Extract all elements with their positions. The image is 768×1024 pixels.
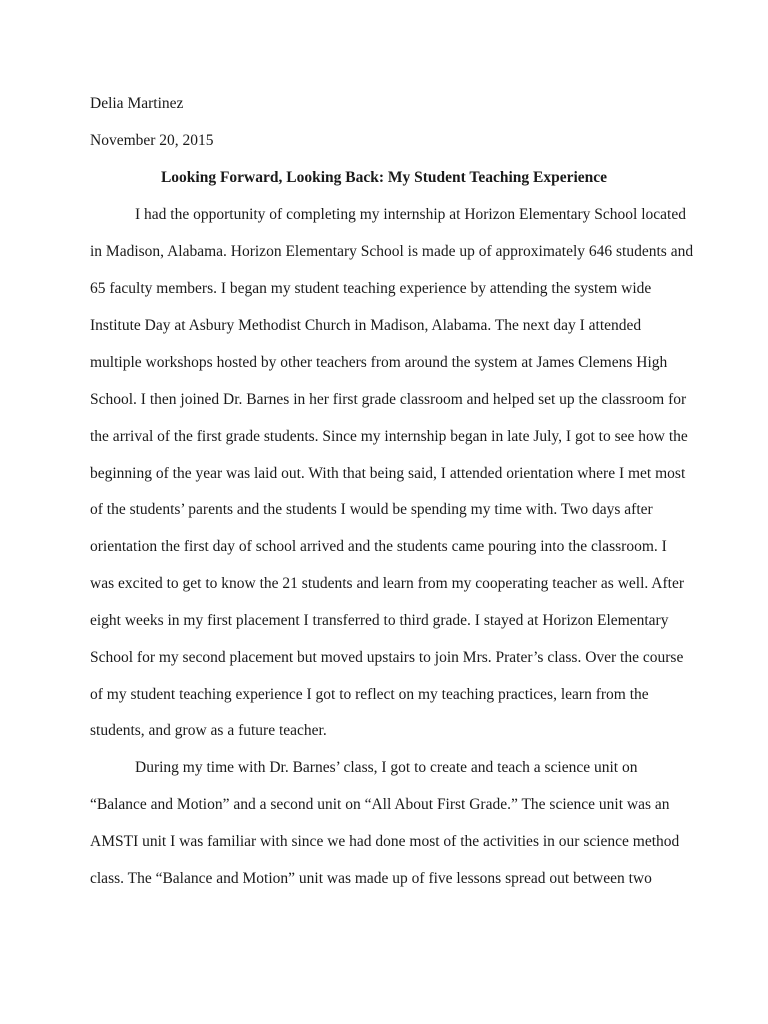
paragraph-line: of the students’ parents and the students I would be spending my time with. Two days after xyxy=(90,501,653,518)
paragraph-line: School for my second placement but moved upstairs to join Mrs. Prater’s class. Over the course xyxy=(90,649,684,666)
paragraph-line: students, and grow as a future teacher. xyxy=(90,722,327,739)
paragraph-line: the arrival of the first grade students. Since my internship began in late July, I got to see how the xyxy=(90,428,688,445)
paragraph-line: During my time with Dr. Barnes’ class, I got to create and teach a science unit on xyxy=(135,759,638,776)
paragraph-line: of my student teaching experience I got to reflect on my teaching practices, learn from the xyxy=(90,686,649,703)
paragraph-line: AMSTI unit I was familiar with since we had done most of the activities in our science method xyxy=(90,833,680,850)
paragraph-line: was excited to get to know the 21 students and learn from my cooperating teacher as well. After xyxy=(90,575,684,592)
paragraph-line: School. I then joined Dr. Barnes in her first grade classroom and helped set up the classroom for xyxy=(90,391,687,408)
document-date: November 20, 2015 xyxy=(90,132,214,149)
document-title: Looking Forward, Looking Back: My Student Teaching Experience xyxy=(160,169,608,186)
paragraph-line: class. The “Balance and Motion” unit was made up of five lessons spread out between two xyxy=(90,870,652,887)
paragraph-line: eight weeks in my first placement I transferred to third grade. I stayed at Horizon Elementary xyxy=(90,612,669,629)
paragraph-line: I had the opportunity of completing my internship at Horizon Elementary School located xyxy=(135,206,686,223)
paragraph-line: Institute Day at Asbury Methodist Church in Madison, Alabama. The next day I attended xyxy=(90,317,642,334)
paragraph-line: 65 faculty members. I began my student teaching experience by attending the system wide xyxy=(90,280,652,297)
paragraph-line: “Balance and Motion” and a second unit on “All About First Grade.” The science unit was an xyxy=(90,796,670,813)
paragraph-line: in Madison, Alabama. Horizon Elementary School is made up of approximately 646 students and xyxy=(90,243,694,260)
author-name: Delia Martinez xyxy=(90,95,184,112)
paragraph-line: orientation the first day of school arrived and the students came pouring into the classroom. I xyxy=(90,538,667,555)
paragraph-line: beginning of the year was laid out. With that being said, I attended orientation where I met most xyxy=(90,465,686,482)
paragraph-line: multiple workshops hosted by other teachers from around the system at James Clemens High xyxy=(90,354,668,371)
